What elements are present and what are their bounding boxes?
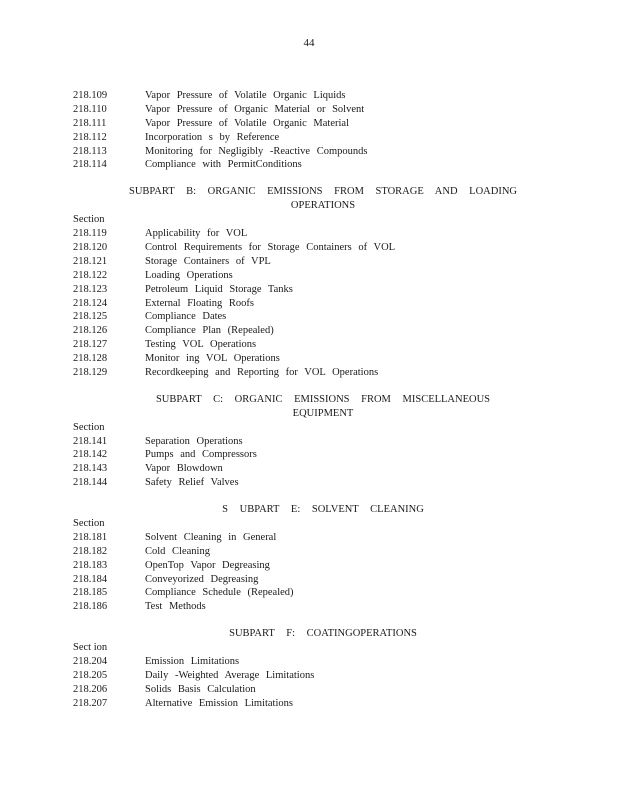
toc-row xyxy=(73,531,553,545)
section-title: Compliance Dates xyxy=(145,311,227,323)
section-number: 218.186 xyxy=(73,601,108,613)
toc-row xyxy=(73,241,553,255)
toc-row xyxy=(73,255,553,269)
section-title: Vapor Pressure of Volatile Organic Liquids xyxy=(145,90,346,101)
section-number: 218.144 xyxy=(73,477,108,489)
section-number: 218.142 xyxy=(73,449,108,461)
toc-row xyxy=(73,352,553,366)
subpart-heading: SUBPART B: ORGANIC EMISSIONS FROM STORAGE AND LOADING xyxy=(128,186,518,198)
toc-row xyxy=(73,310,553,324)
section-number: 218.119 xyxy=(73,228,107,240)
toc-row xyxy=(73,476,553,490)
toc-row xyxy=(73,545,553,559)
section-number: 218.126 xyxy=(73,325,108,337)
section-title: Vapor Blowdown xyxy=(145,463,223,475)
section-number: 218.111 xyxy=(73,117,107,129)
section-title: Storage Containers of VPL xyxy=(145,255,271,267)
toc-row xyxy=(73,269,553,283)
section-number: 218.204 xyxy=(73,656,108,668)
toc-row xyxy=(73,683,553,697)
section-number: 218.122 xyxy=(73,269,108,281)
section-title: Test Methods xyxy=(145,601,206,613)
table-of-contents xyxy=(73,89,553,711)
section-number: 218.183 xyxy=(73,559,108,571)
section-number: 218.112 xyxy=(73,131,107,143)
intro-section-list xyxy=(73,89,553,172)
subpart-heading-continued: OPERATIONS xyxy=(290,200,356,212)
section-number: 218.110 xyxy=(73,103,107,115)
toc-row xyxy=(73,89,553,103)
section-title: OpenTop Vapor Degreasing xyxy=(145,559,270,571)
section-title: Compliance Plan (Repealed) xyxy=(145,325,274,337)
section-title: Conveyorized Degreasing xyxy=(145,573,259,585)
subpart-heading: SUBPART C: ORGANIC EMISSIONS FROM MISCELLANEOUS xyxy=(155,393,491,405)
section-label: Sect ion xyxy=(73,642,108,654)
toc-row xyxy=(73,600,553,614)
section-title: Monitoring for Negligibly -Reactive Compounds xyxy=(145,145,368,157)
section-number: 218.123 xyxy=(73,283,108,295)
toc-row xyxy=(73,117,553,131)
toc-row xyxy=(73,573,553,587)
subpart-heading-continued: EQUIPMENT xyxy=(292,407,354,419)
section-title: Loading Operations xyxy=(145,269,233,281)
section-number: 218.129 xyxy=(73,366,108,378)
subpart-heading: S UBPART E: SOLVENT CLEANING xyxy=(222,504,424,516)
toc-row xyxy=(73,586,553,600)
section-label: Section xyxy=(73,214,105,226)
section-number: 218.141 xyxy=(73,435,108,447)
toc-row xyxy=(73,435,553,449)
section-title: Safety Relief Valves xyxy=(145,477,239,489)
toc-row xyxy=(73,448,553,462)
toc-row xyxy=(73,697,553,711)
toc-row xyxy=(73,145,553,159)
subpart-heading: SUBPART F: COATINGOPERATIONS xyxy=(229,628,417,640)
section-title: Cold Cleaning xyxy=(145,545,210,557)
toc-row xyxy=(73,283,553,297)
section-title: Recordkeeping and Reporting for VOL Operations xyxy=(145,366,379,378)
section-title: Vapor Pressure of Volatile Organic Material xyxy=(145,117,349,129)
section-number: 218.120 xyxy=(73,241,108,253)
toc-row xyxy=(73,462,553,476)
section-title: Petroleum Liquid Storage Tanks xyxy=(145,283,293,295)
section-title: Compliance Schedule (Repealed) xyxy=(145,587,294,599)
section-number: 218.184 xyxy=(73,573,108,585)
section-number: 218.124 xyxy=(73,297,108,309)
subpart-c xyxy=(73,393,553,490)
section-number: 218.185 xyxy=(73,587,108,599)
section-number: 218.121 xyxy=(73,255,108,267)
section-title: Control Requirements for Storage Containers of VOL xyxy=(145,241,396,253)
toc-row xyxy=(73,297,553,311)
section-title: Pumps and Compressors xyxy=(145,449,257,461)
section-title: Testing VOL Operations xyxy=(145,339,257,351)
toc-row xyxy=(73,366,553,380)
section-title: Compliance with PermitConditions xyxy=(145,159,302,171)
toc-row xyxy=(73,655,553,669)
toc-row xyxy=(73,338,553,352)
section-number: 218.205 xyxy=(73,669,108,681)
subpart-f xyxy=(73,627,553,710)
section-number: 218.109 xyxy=(73,90,108,101)
toc-row xyxy=(73,158,553,172)
section-number: 218.206 xyxy=(73,683,108,695)
section-title: Vapor Pressure of Organic Material or Solvent xyxy=(145,103,365,115)
toc-row xyxy=(73,103,553,117)
section-title: Daily -Weighted Average Limitations xyxy=(145,669,315,681)
section-number: 218.181 xyxy=(73,531,108,543)
toc-row xyxy=(73,131,553,145)
page-number: 44 xyxy=(303,37,315,49)
section-number: 218.127 xyxy=(73,339,108,351)
toc-row xyxy=(73,669,553,683)
section-title: Incorporation s by Reference xyxy=(145,131,280,143)
section-title: Solids Basis Calculation xyxy=(145,683,256,695)
section-label: Section xyxy=(73,518,105,530)
toc-row xyxy=(73,559,553,573)
section-title: External Floating Roofs xyxy=(145,297,254,309)
subpart-b xyxy=(73,185,553,380)
section-title: Alternative Emission Limitations xyxy=(145,697,293,709)
section-number: 218.207 xyxy=(73,697,108,709)
section-title: Separation Operations xyxy=(145,435,243,447)
section-title: Applicability for VOL xyxy=(145,228,248,240)
toc-row xyxy=(73,324,553,338)
section-number: 218.113 xyxy=(73,145,107,157)
toc-row xyxy=(73,227,553,241)
section-title: Solvent Cleaning in General xyxy=(145,531,277,543)
section-number: 218.125 xyxy=(73,311,108,323)
section-label: Section xyxy=(73,421,105,433)
section-number: 218.143 xyxy=(73,463,108,475)
section-number: 218.114 xyxy=(73,159,107,171)
section-title: Monitor ing VOL Operations xyxy=(145,353,280,365)
subpart-e xyxy=(73,503,553,614)
section-title: Emission Limitations xyxy=(145,656,240,668)
section-number: 218.182 xyxy=(73,545,108,557)
section-number: 218.128 xyxy=(73,353,108,365)
